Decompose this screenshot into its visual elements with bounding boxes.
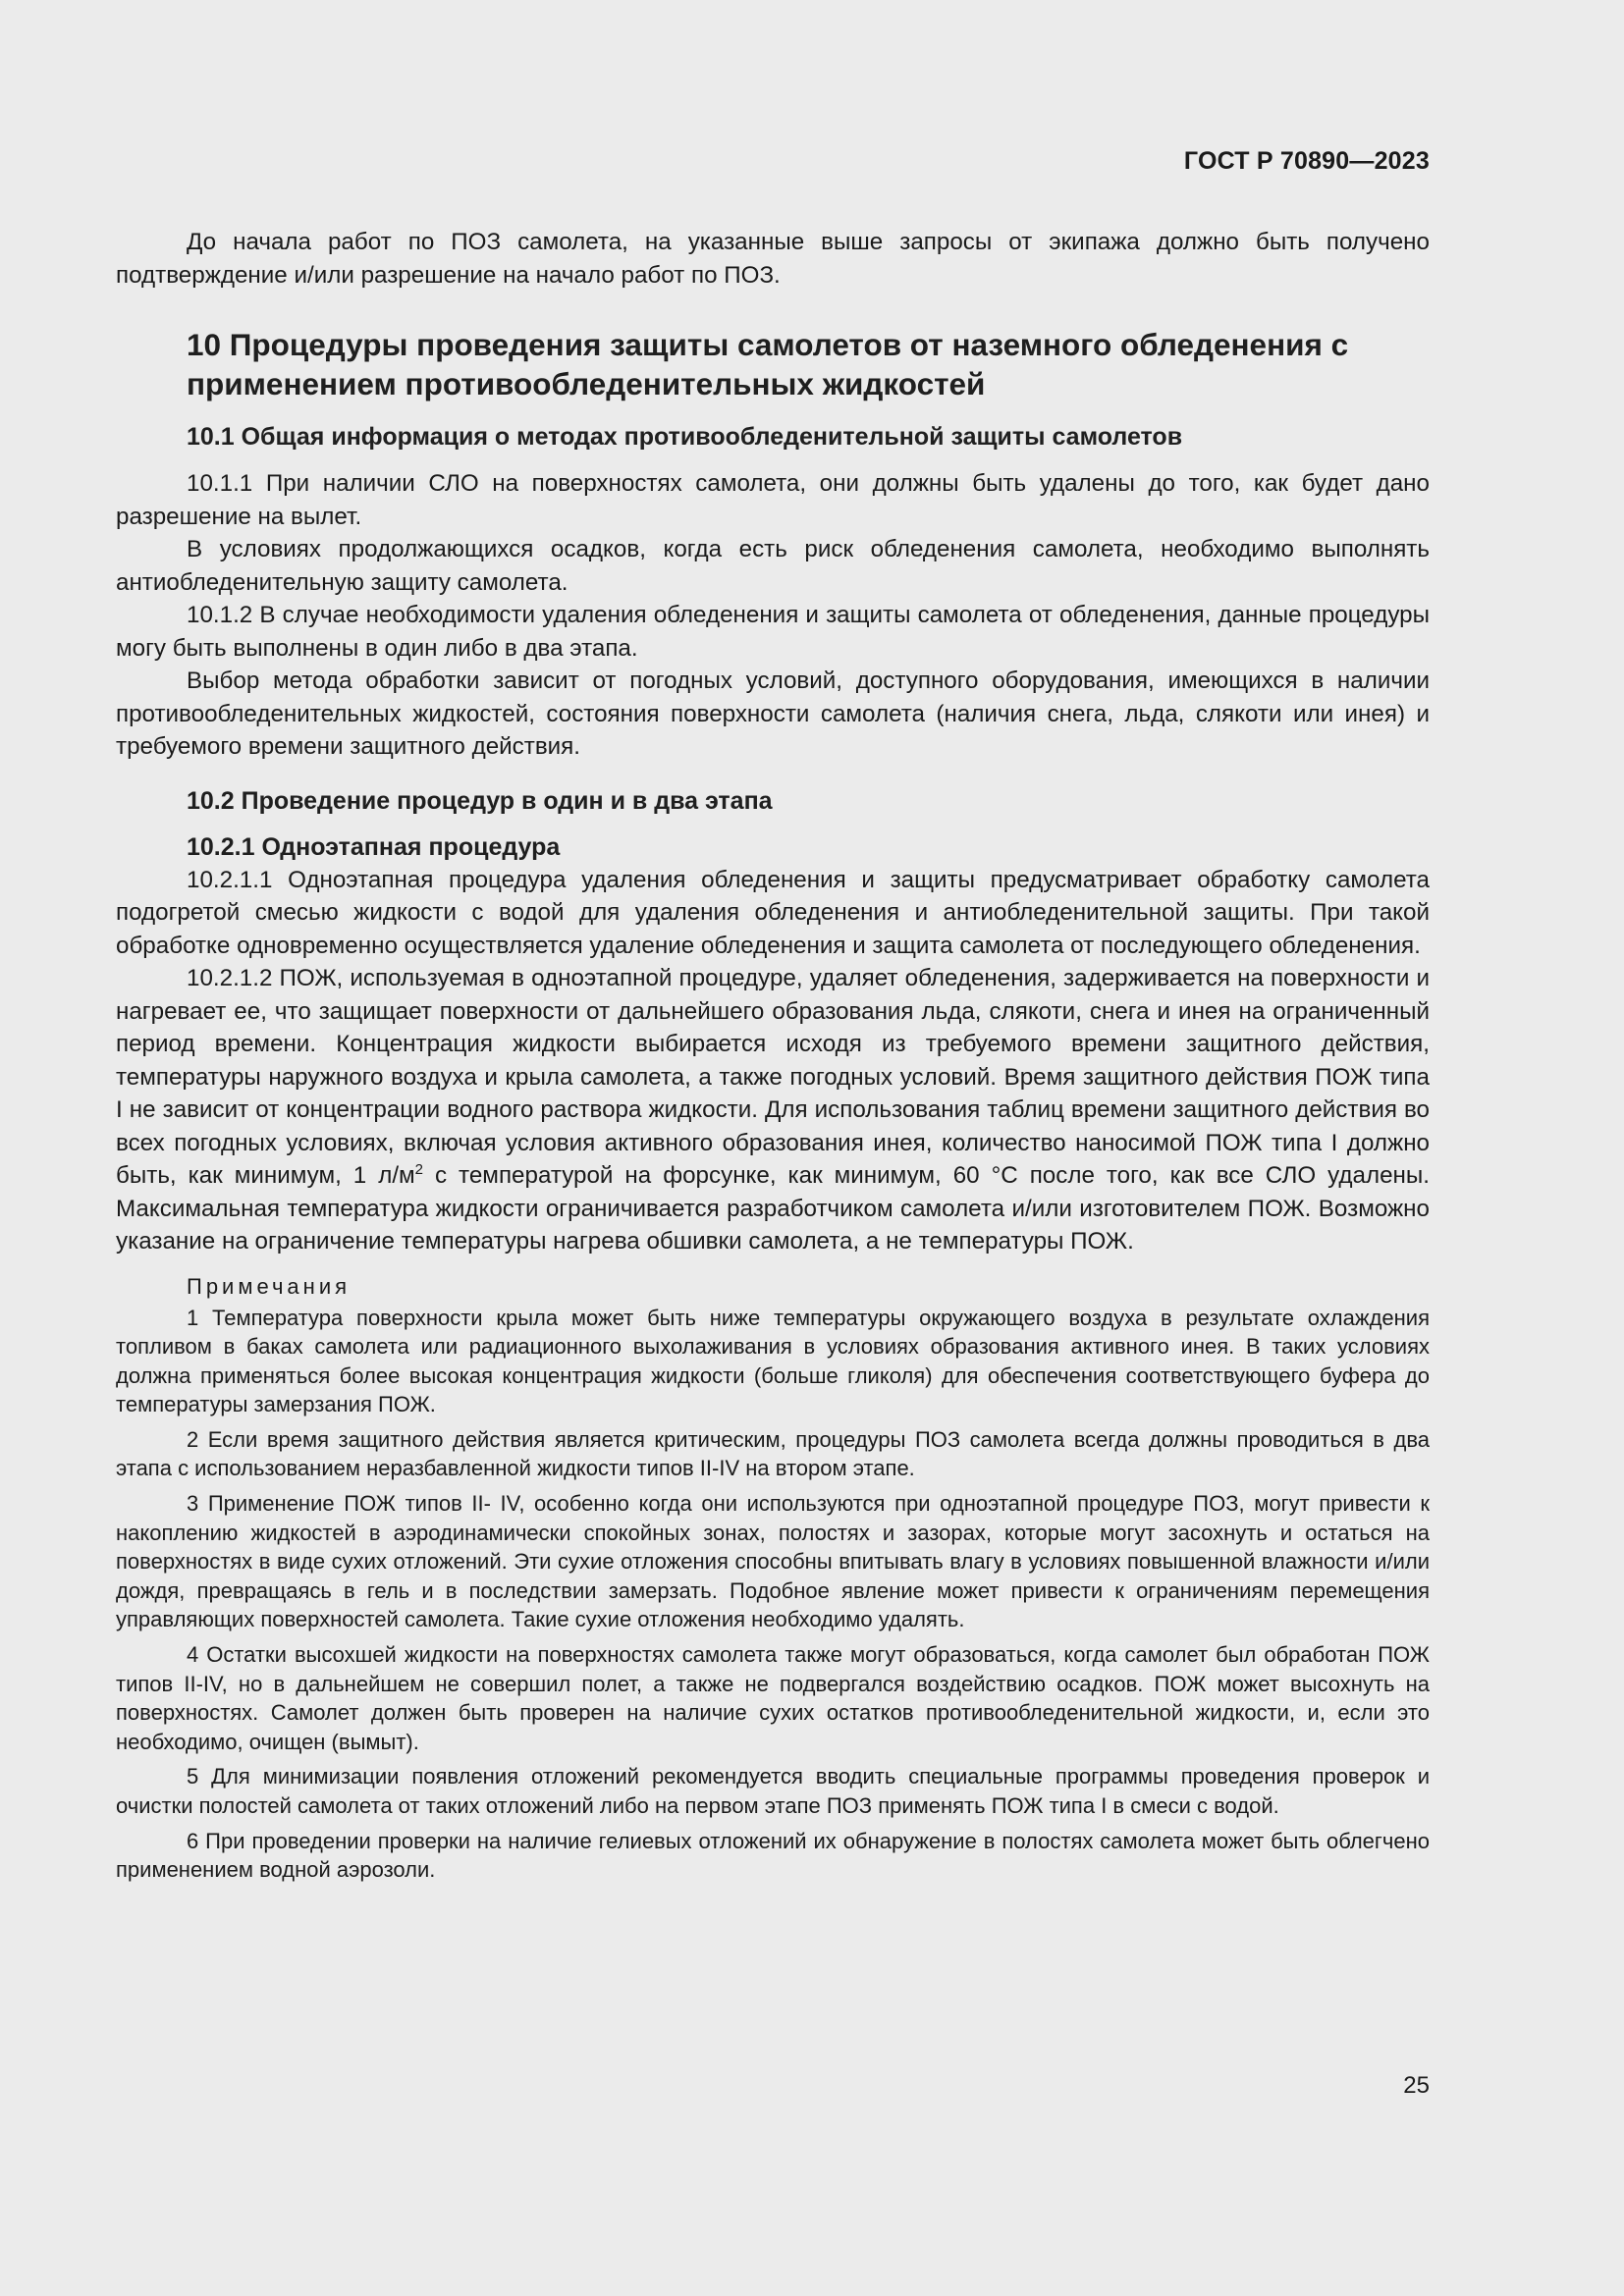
paragraph-text-part1: 10.2.1.2 ПОЖ, используемая в одноэтапной процедуре, удаляет обледенения, задерживается на поверхности и нагревает ее, что защищает поверхности от дальнейшего образования льда, слякоти, снега и инея на ограниченный период времени. Концентрация жидкости выбирается исходя из требуемого времени защитного действия, температуры наружного воздуха и крыла самолета, а также погодных условий. Время защитного действия ПОЖ типа I не зависит от концентрации водного раствора жидкости. Для использования таблиц времени защитного действия во всех погодных условиях, включая условия активного образования инея, количество наносимой ПОЖ типа I должно быть, как минимум, 1 л/м [116, 965, 1430, 1189]
document-number-header: ГОСТ Р 70890—2023 [1183, 147, 1430, 175]
page-number: 25 [1403, 2072, 1430, 2099]
paragraph-text-part2: с температурой на форсунке, как минимум, 60 °С после того, как все СЛО удалены. Максимальная температура жидкости ограничивается разработчиком самолета и/или изготовителем ПОЖ. Возможно указание на ограничение температуры нагрева обшивки самолета, а не температуры ПОЖ. [116, 1162, 1430, 1255]
paragraph-10-1-1: 10.1.1 При наличии СЛО на поверхностях самолета, они должны быть удалены до того, как будет дано разрешение на вылет. [116, 470, 1430, 530]
note-item: 2 Если время защитного действия является критическим, процедуры ПОЗ самолета всегда должны проводиться в два этапа с использованием неразбавленной жидкости типов II-IV на втором этапе. [116, 1426, 1430, 1481]
section-10-1-heading: 10.1 Общая информация о методах противообледенительной защиты самолетов [187, 423, 1183, 451]
note-item: 4 Остатки высохшей жидкости на поверхностях самолета также могут образоваться, когда самолет был обработан ПОЖ типов II-IV, но в дальнейшем не совершил полет, а также не подвергался воздействию осадков. ПОЖ может высохнуть на поверхностях. Самолет должен быть проверен на наличие сухих остатков противообледенительной жидкости, и, если это необходимо, очищен (вымыт). [116, 1642, 1430, 1754]
paragraph-10-1-2-cont: Выбор метода обработки зависит от погодных условий, доступного оборудования, имеющихся в наличии противообледенительных жидкостей, состояния поверхности самолета (наличия снега, льда, слякоти или инея) и требуемого времени защитного действия. [116, 667, 1430, 760]
superscript-exponent: 2 [414, 1160, 424, 1178]
note-item: 6 При проведении проверки на наличие гелиевых отложений их обнаружение в полостях самолета может быть облегчено применением водной аэрозоли. [116, 1828, 1430, 1883]
notes-title: Примечания [187, 1273, 352, 1299]
section-10-heading: 10 Процедуры проведения защиты самолетов от наземного обледенения с применением противообледенительных жидкостей [187, 327, 1349, 401]
paragraph-10-1-2: 10.1.2 В случае необходимости удаления обледенения и защиты самолета от обледенения, данные процедуры могу быть выполнены в один либо в два этапа. [116, 602, 1430, 662]
note-item: 5 Для минимизации появления отложений рекомендуется вводить специальные программы проведения проверок и очистки полостей самолета от таких отложений либо на первом этапе ПОЗ применять ПОЖ типа I в смеси с водой. [116, 1764, 1430, 1818]
note-item: 1 Температура поверхности крыла может быть ниже температуры окружающего воздуха в результате охлаждения топливом в баках самолета или радиационного выхолаживания в условиях образования активного инея. В таких условиях должна применяться более высокая концентрация жидкости (больше гликоля) для обеспечения соответствующего буфера до температуры замерзания ПОЖ. [116, 1305, 1430, 1417]
page-content [116, 226, 1430, 1885]
note-item: 3 Применение ПОЖ типов II- IV, особенно когда они используются при одноэтапной процедуре ПОЗ, могут привести к накоплению жидкостей в аэродинамически спокойных зонах, полостях и зазорах, которые могут засохнуть и остаться на поверхностях в виде сухих отложений. Эти сухие отложения способны впитывать влагу в условиях повышенной влажности и/или дождя, превращаясь в гель и в последствии замерзать. Подобное явление может привести к ограничениям перемещения управляющих поверхностей самолета. Такие сухие отложения необходимо удалять. [116, 1491, 1430, 1632]
paragraph-10-1-1-cont: В условиях продолжающихся осадков, когда есть риск обледенения самолета, необходимо выполнять антиобледенительную защиту самолета. [116, 536, 1430, 596]
section-10-2-1-heading: 10.2.1 Одноэтапная процедура [187, 832, 561, 861]
section-10-2-heading: 10.2 Проведение процедур в один и в два этапа [187, 786, 773, 815]
notes-list [116, 1304, 1430, 1885]
intro-paragraph: До начала работ по ПОЗ самолета, на указанные выше запросы от экипажа должно быть получено подтверждение и/или разрешение на начало работ по ПОЗ. [116, 229, 1430, 289]
paragraph-10-2-1-1: 10.2.1.1 Одноэтапная процедура удаления обледенения и защиты предусматривает обработку самолета подогретой смесью жидкости с водой для удаления обледенения и антиобледенительной защиты. При такой обработке одновременно осуществляется удаление обледенения и защита самолета от последующего обледенения. [116, 866, 1430, 959]
paragraph-10-2-1-2 [116, 962, 1430, 1258]
